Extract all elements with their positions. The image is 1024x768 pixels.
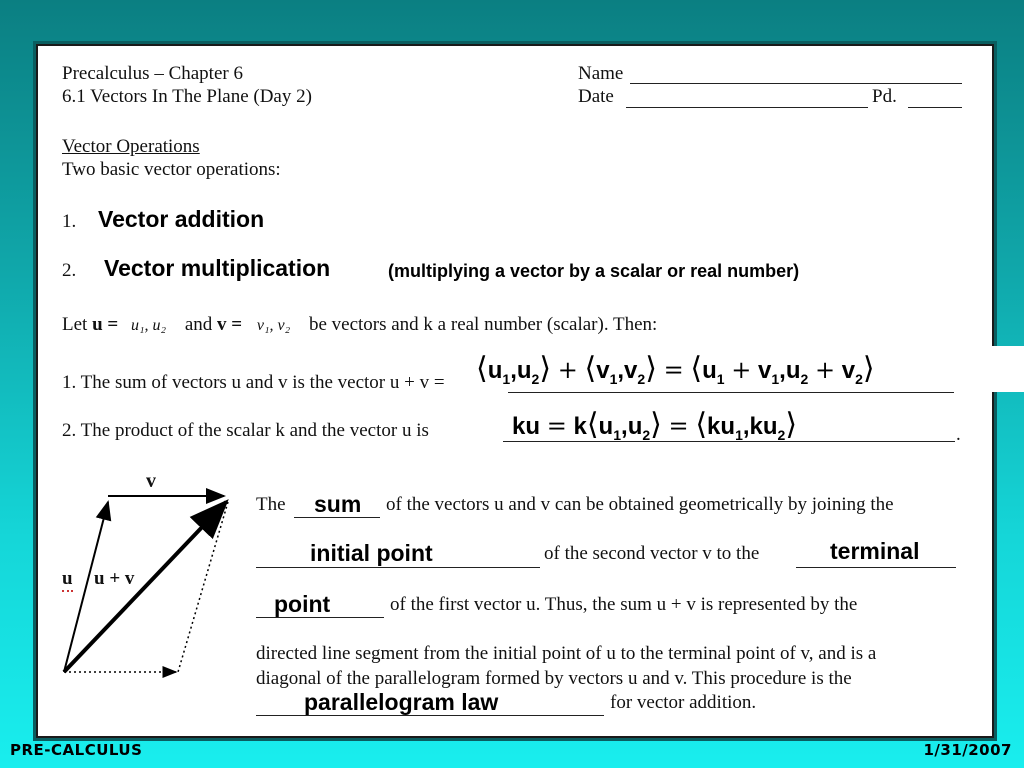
v-components: v₁, v₂ [256,317,291,334]
course-title: Precalculus – Chapter 6 [62,63,243,84]
period-blank [908,107,962,108]
worksheet [36,44,994,738]
blank-initial-answer: initial point [310,540,433,566]
item-number-2: 2. [62,260,77,281]
label-u-plus-v: u + v [94,568,135,589]
and-word: and [184,314,213,335]
let-prefix: Let [62,314,88,335]
name-label: Name [578,63,624,84]
blank-point-answer: point [274,591,331,617]
para-line5: diagonal of the parallelogram formed by vectors u and v. This procedure is the [256,668,852,689]
product-statement: 2. The product of the scalar k and the vector u is [62,420,429,441]
parallelogram-diagram [48,466,258,696]
item-label-vector-addition: Vector addition [98,206,265,232]
label-u: u [62,568,73,592]
para-the: The [256,494,286,515]
u-equals: u = [92,314,119,335]
operations-heading: Vector Operations [62,136,200,157]
sum-statement: 1. The sum of vectors u and v is the vector u + v = [62,372,445,393]
name-blank [630,83,962,84]
blank-sum-answer: sum [314,491,362,517]
para-part3: of the first vector u. Thus, the sum u + v is represented by the [390,594,858,615]
blank-terminal-line [796,567,956,568]
date-blank [626,107,868,108]
item-label-vector-multiplication: Vector multiplication [104,255,331,281]
footer-date: 1/31/2007 [923,741,1012,759]
vector-sum-arrow [64,502,226,672]
u-components: u₁, u₂ [130,317,167,334]
blank-law-answer: parallelogram law [304,689,499,715]
para-line4: directed line segment from the initial point of u to the terminal point of v, and is a [256,643,877,664]
label-v: v [146,470,156,492]
item-number-1: 1. [62,211,77,232]
para-part2: of the second vector v to the [544,543,760,564]
operations-subheading: Two basic vector operations: [62,159,281,180]
product-period: . [956,424,961,445]
blank-initial-line [256,567,540,568]
sum-answer-blank [508,392,954,393]
item-note: (multiplying a vector by a scalar or real number) [388,261,800,281]
period-label: Pd. [872,86,897,107]
para-part1: of the vectors u and v can be obtained geometrically by joining the [386,494,894,515]
let-statement [62,314,657,336]
let-suffix: be vectors and k a real number (scalar). Then: [308,314,658,335]
v-equals: v = [217,314,243,335]
section-title: 6.1 Vectors In The Plane (Day 2) [62,86,312,107]
footer-course: PRE-CALCULUS [10,741,143,759]
date-label: Date [578,86,614,107]
product-formula: ku = $k⟨u_1,u_2⟩$ = $⟨ku_1,ku_2⟩$ [512,407,798,443]
sum-formula: $⟨u_1,u_2⟩$ + $⟨v_1,v_2⟩$ = $⟨u_1 + v_1,u_2$ + $v_2⟩$ [476,346,1024,392]
blank-terminal-answer: terminal [830,538,920,564]
para-part6: for vector addition. [610,692,757,713]
